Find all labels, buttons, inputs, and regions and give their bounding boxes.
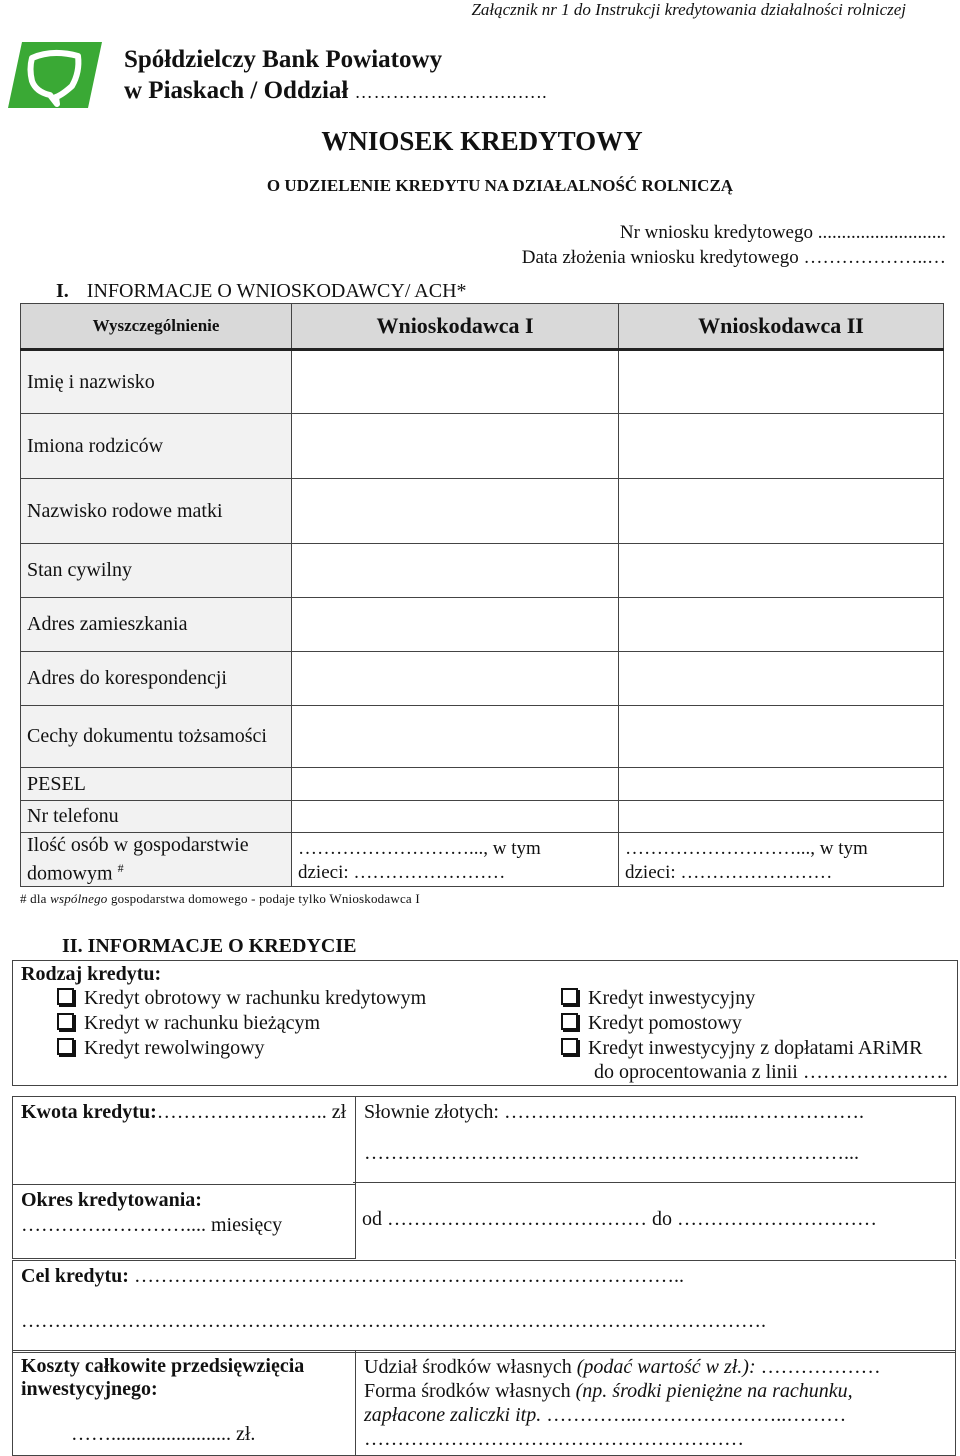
period-value: ………….………….... miesięcy bbox=[21, 1214, 283, 1236]
row-label: Stan cywilny bbox=[21, 544, 292, 598]
table-row bbox=[21, 598, 944, 652]
applicant-1-mother-name-field[interactable] bbox=[292, 479, 619, 544]
arimr-line-field[interactable]: do oprocentowania z linii …………………. bbox=[594, 1061, 948, 1083]
checkbox-icon[interactable] bbox=[57, 1013, 74, 1030]
bank-name bbox=[124, 44, 548, 108]
option-revolving-credit[interactable]: Kredyt rewolwingowy bbox=[57, 1037, 265, 1060]
form-subtitle: O UDZIELENIE KREDYTU NA DZIAŁALNOŚĆ ROLNICZĄ bbox=[266, 176, 734, 195]
form-title: WNIOSEK KREDYTOWY bbox=[321, 126, 643, 156]
purpose-value-line2: …………………………………………………………………………………………………. bbox=[21, 1310, 766, 1332]
purpose-cell[interactable] bbox=[13, 1261, 956, 1353]
col-header-applicant-1: Wnioskodawca I bbox=[292, 304, 619, 350]
row-label: Ilość osób w gospodarstwie domowym # bbox=[21, 833, 292, 887]
col-header-spec: Wyszczególnienie bbox=[21, 304, 292, 350]
applicant-1-household-field[interactable]: ………………………..., w tym dzieci: …………………… bbox=[292, 833, 619, 887]
own-funds-share: Udział środków własnych (podać wartość w zł.): ……………… bbox=[364, 1356, 881, 1378]
own-funds-form-cont: zapłacone zaliczki itp. …………..…………………..……… bbox=[364, 1404, 847, 1426]
row-label: Nr telefonu bbox=[21, 801, 292, 833]
col-header-applicant-2: Wnioskodawca II bbox=[619, 304, 944, 350]
amount-in-words-cell[interactable] bbox=[356, 1097, 956, 1259]
bank-name-line1: Spółdzielczy Bank Powiatowy bbox=[124, 46, 443, 73]
divider bbox=[353, 1182, 956, 1183]
purpose-label: Cel kredytu: bbox=[21, 1265, 129, 1287]
option-current-account-credit[interactable]: Kredyt w rachunku bieżącym bbox=[57, 1012, 320, 1035]
applicant-1-address-field[interactable] bbox=[292, 598, 619, 652]
section-1-heading bbox=[56, 280, 467, 303]
annex-note: Załącznik nr 1 do Instrukcji kredytowania działalności rolniczej bbox=[471, 0, 906, 19]
period-cell[interactable] bbox=[13, 1185, 356, 1259]
option-bridge-credit[interactable]: Kredyt pomostowy bbox=[561, 1012, 742, 1035]
total-cost-label-1: Koszty całkowite przedsięwzięcia bbox=[21, 1355, 305, 1377]
applicant-2-phone-field[interactable] bbox=[619, 801, 944, 833]
applicant-2-marital-field[interactable] bbox=[619, 544, 944, 598]
applicant-table bbox=[20, 303, 944, 887]
checkbox-icon[interactable] bbox=[57, 1038, 74, 1055]
amount-cell[interactable] bbox=[13, 1097, 356, 1185]
applicant-1-id-doc-field[interactable] bbox=[292, 706, 619, 768]
checkbox-icon[interactable] bbox=[561, 1013, 578, 1030]
own-funds-form-line: ………………………………………………… bbox=[364, 1428, 744, 1450]
total-cost-cell[interactable] bbox=[13, 1351, 356, 1456]
table-row bbox=[21, 801, 944, 833]
applicant-2-pesel-field[interactable] bbox=[619, 768, 944, 801]
branch-dots: ……………………..….. bbox=[354, 82, 548, 102]
purpose-value: ……………………………………………………………………….. bbox=[133, 1265, 684, 1287]
amount-value: …………………….. zł bbox=[156, 1101, 347, 1123]
application-number[interactable]: Nr wniosku kredytowego ........................... bbox=[619, 222, 946, 243]
section-1-number: I. bbox=[56, 280, 69, 302]
applicant-2-household-field[interactable]: ………………………..., w tym dzieci: …………………… bbox=[619, 833, 944, 887]
period-dates[interactable]: od ………………………………… do ………………………… bbox=[362, 1208, 877, 1230]
table-row bbox=[21, 414, 944, 479]
section-2-title: II. INFORMACJE O KREDYCIE bbox=[62, 935, 357, 957]
applicant-1-phone-field[interactable] bbox=[292, 801, 619, 833]
row-label: Cechy dokumentu tożsamości bbox=[21, 706, 292, 768]
own-funds-form: Forma środków własnych (np. środki pieniężne na rachunku, bbox=[364, 1380, 853, 1402]
credit-details-table bbox=[12, 1096, 956, 1259]
submission-date[interactable]: Data złożenia wniosku kredytowego ………………..… bbox=[521, 247, 946, 268]
row-label: Adres zamieszkania bbox=[21, 598, 292, 652]
applicant-1-pesel-field[interactable] bbox=[292, 768, 619, 801]
total-cost-label-2: inwestycyjnego: bbox=[21, 1378, 158, 1400]
checkbox-icon[interactable] bbox=[561, 988, 578, 1005]
checkbox-icon[interactable] bbox=[561, 1038, 578, 1055]
checkbox-icon[interactable] bbox=[57, 988, 74, 1005]
credit-type-label: Rodzaj kredytu: bbox=[21, 963, 162, 985]
household-footnote-mark: # bbox=[117, 860, 124, 875]
credit-type-box bbox=[12, 960, 958, 1086]
table-row bbox=[21, 768, 944, 801]
option-revolving-account-credit[interactable]: Kredyt obrotowy w rachunku kredytowym bbox=[57, 987, 426, 1010]
applicant-2-id-doc-field[interactable] bbox=[619, 706, 944, 768]
total-cost-value: ……........................ zł. bbox=[71, 1423, 256, 1445]
table-row bbox=[21, 544, 944, 598]
own-funds-cell[interactable] bbox=[356, 1351, 956, 1456]
bank-name-line2: w Piaskach / Oddział ……………………..….. bbox=[124, 77, 548, 104]
application-meta bbox=[522, 220, 946, 270]
period-label: Okres kredytowania: bbox=[21, 1189, 202, 1211]
row-label: PESEL bbox=[21, 768, 292, 801]
amount-in-words: Słownie złotych: ……………………………...………………. bbox=[364, 1101, 864, 1123]
amount-in-words-line2: ………………………………………………………………... bbox=[364, 1142, 859, 1164]
table-row bbox=[21, 350, 944, 414]
applicant-2-mother-name-field[interactable] bbox=[619, 479, 944, 544]
purpose-table bbox=[12, 1260, 956, 1353]
table-row bbox=[21, 706, 944, 768]
option-arimr-investment-credit[interactable]: Kredyt inwestycyjny z dopłatami ARiMR bbox=[561, 1037, 922, 1060]
table-row bbox=[21, 652, 944, 706]
applicant-1-marital-field[interactable] bbox=[292, 544, 619, 598]
costs-table bbox=[12, 1350, 956, 1456]
row-label: Imiona rodziców bbox=[21, 414, 292, 479]
table-row bbox=[21, 479, 944, 544]
row-label: Imię i nazwisko bbox=[21, 350, 292, 414]
household-footnote: # dla wspólnego gospodarstwa domowego - podaje tylko Wnioskodawca I bbox=[20, 891, 420, 906]
bank-logo bbox=[8, 42, 102, 108]
row-label: Nazwisko rodowe matki bbox=[21, 479, 292, 544]
applicant-1-parents-field[interactable] bbox=[292, 414, 619, 479]
applicant-1-name-field[interactable] bbox=[292, 350, 619, 414]
applicant-2-mail-address-field[interactable] bbox=[619, 652, 944, 706]
applicant-2-address-field[interactable] bbox=[619, 598, 944, 652]
option-investment-credit[interactable]: Kredyt inwestycyjny bbox=[561, 987, 755, 1010]
applicant-1-mail-address-field[interactable] bbox=[292, 652, 619, 706]
amount-label: Kwota kredytu: bbox=[21, 1101, 157, 1123]
section-1-title: INFORMACJE O WNIOSKODAWCY/ ACH* bbox=[86, 280, 467, 302]
applicant-2-parents-field[interactable] bbox=[619, 414, 944, 479]
table-row bbox=[21, 833, 944, 887]
row-label: Adres do korespondencji bbox=[21, 652, 292, 706]
applicant-2-name-field[interactable] bbox=[619, 350, 944, 414]
